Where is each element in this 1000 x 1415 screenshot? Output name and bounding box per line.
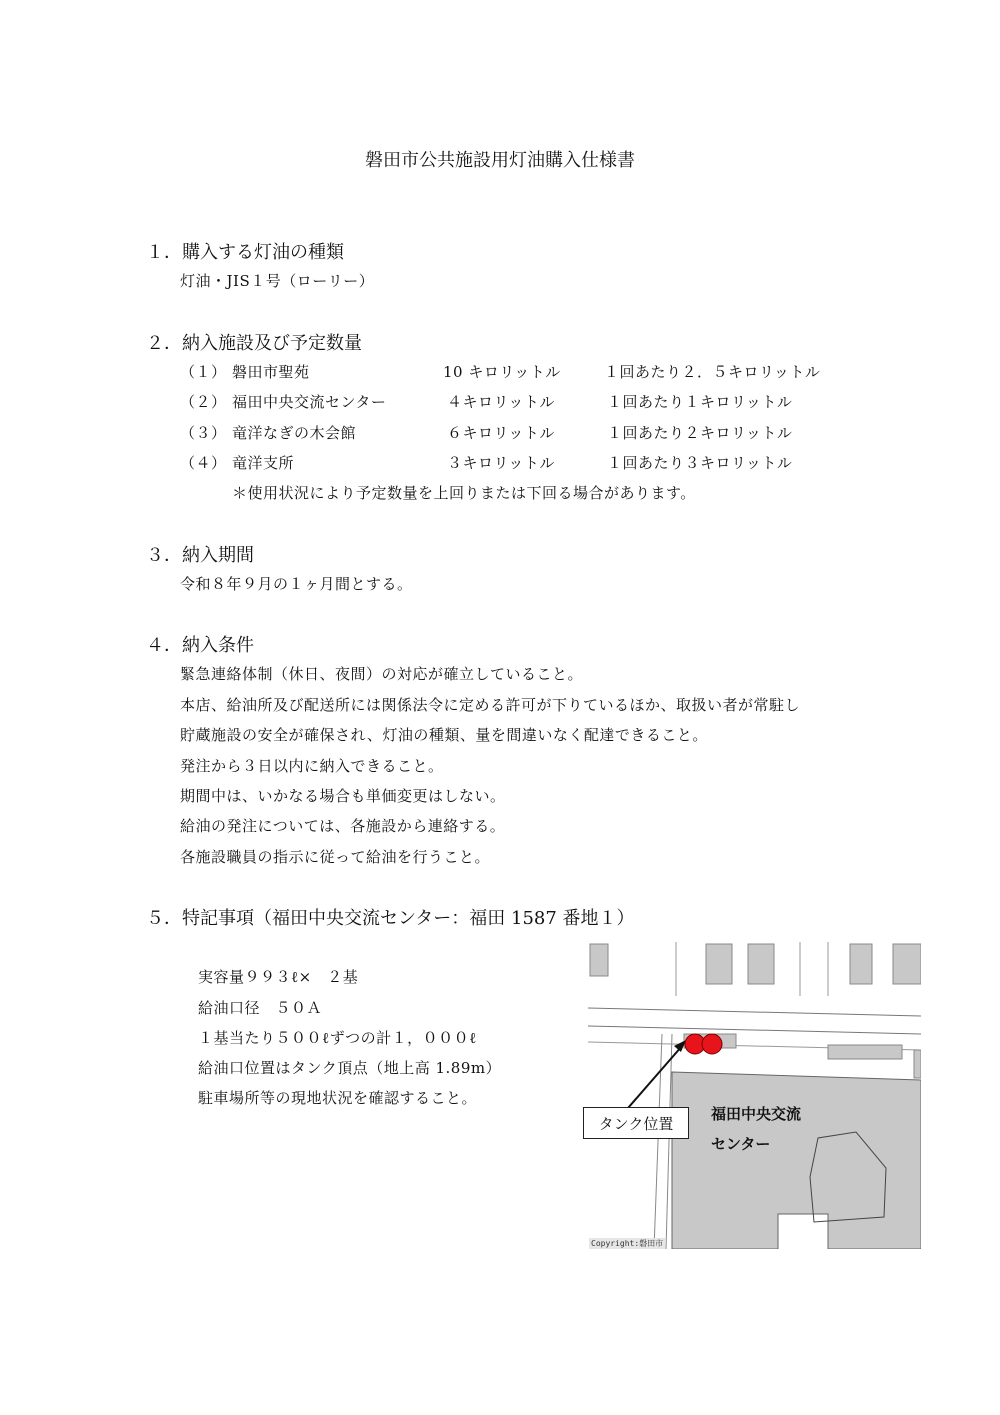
tank-location-callout: タンク位置 [583, 1107, 689, 1139]
map-copyright: Copyright:磐田市 [591, 1239, 664, 1248]
section-4-heading: ４．納入条件 [146, 635, 254, 656]
facility-no: （４） [180, 454, 227, 472]
tank-marker [702, 1034, 722, 1054]
facility-name: 福田中央交流センター [232, 393, 387, 411]
condition-line: 貯蔵施設の安全が確保され、灯油の種類、量を間違いなく配達できること。 [180, 726, 708, 744]
special-line: 駐車場所等の現地状況を確認すること。 [198, 1089, 478, 1107]
facility-total: ４キロリットル [447, 393, 555, 411]
condition-line: 本店、給油所及び配送所には関係法令に定める許可が下りているほか、取扱い者が常駐し [180, 696, 801, 714]
center-building [672, 1072, 921, 1249]
building-label: 福田中央交流 [711, 1105, 802, 1123]
facility-no: （３） [180, 424, 227, 442]
map-structure [914, 1050, 921, 1078]
map-structure [828, 1045, 902, 1059]
building-label: センター [711, 1135, 771, 1153]
facility-per: １回あたり３キロリットル [607, 454, 793, 472]
section-3-line: 令和８年９月の１ヶ月間とする。 [180, 575, 413, 593]
map-building [748, 944, 774, 984]
condition-line: 発注から３日以内に納入できること。 [180, 757, 444, 775]
page-title: 磐田市公共施設用灯油購入仕様書 [365, 150, 635, 171]
site-map [588, 942, 921, 1249]
quantity-note: ＊使用状況により予定数量を上回りまたは下回る場合があります。 [232, 484, 696, 502]
facility-no: （１） [180, 363, 227, 381]
condition-line: 緊急連絡体制（休日、夜間）の対応が確立していること。 [180, 665, 584, 683]
map-drawing [588, 942, 921, 1249]
map-building [893, 944, 921, 984]
special-line: １基当たり５００ℓずつの計１，０００ℓ [198, 1029, 477, 1047]
map-building [706, 944, 732, 984]
facility-name: 竜洋支所 [232, 454, 295, 472]
facility-per: １回あたり２キロリットル [607, 424, 793, 442]
condition-line: 期間中は、いかなる場合も単価変更はしない。 [180, 787, 506, 805]
facility-no: （２） [180, 393, 227, 411]
section-5-heading: ５．特記事項（福田中央交流センター：福田 1587 番地１） [146, 908, 635, 929]
facility-name: 磐田市聖苑 [232, 363, 310, 381]
facility-total: ３キロリットル [447, 454, 555, 472]
map-building [850, 944, 872, 984]
section-2-heading: ２．納入施設及び予定数量 [146, 333, 362, 354]
special-line: 給油口位置はタンク頂点（地上高 1.89m） [198, 1059, 502, 1077]
facility-per: １回あたり２．５キロリットル [604, 363, 821, 381]
section-3-heading: ３．納入期間 [146, 545, 254, 566]
special-line: 実容量９９３ℓ× ２基 [198, 968, 359, 986]
section-1-line: 灯油・JIS１号（ローリー） [180, 272, 375, 290]
facility-total: ６キロリットル [447, 424, 555, 442]
map-building [590, 944, 608, 976]
facility-total: 10 キロリットル [443, 363, 561, 381]
special-line: 給油口径 ５０Ａ [198, 999, 323, 1017]
facility-name: 竜洋なぎの木会館 [232, 424, 357, 442]
facility-per: １回あたり１キロリットル [607, 393, 793, 411]
section-1-heading: １．購入する灯油の種類 [146, 242, 344, 263]
condition-line: 各施設職員の指示に従って給油を行うこと。 [180, 848, 491, 866]
condition-line: 給油の発注については、各施設から連絡する。 [180, 817, 506, 835]
